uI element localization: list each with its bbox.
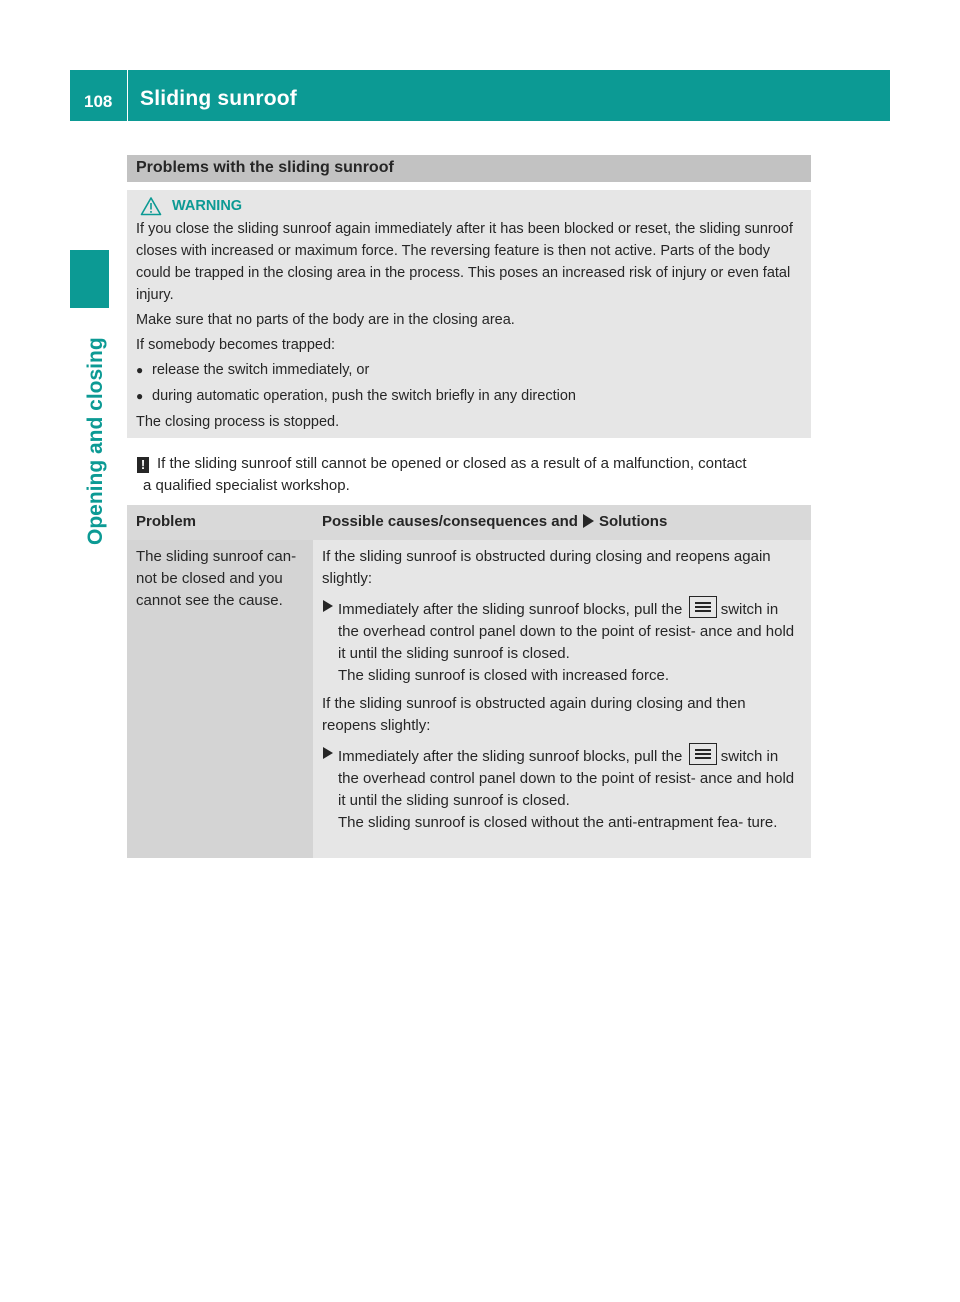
warning-paragraph: If somebody becomes trapped:	[136, 337, 336, 353]
warning-paragraph: Make sure that no parts of the body are in the closing area.	[136, 312, 515, 328]
side-tab	[81, 315, 111, 555]
note	[127, 453, 817, 497]
warning-bullet	[136, 359, 802, 381]
side-tab-marker	[70, 250, 109, 308]
problem-cell: The sliding sunroof can- not be closed and you cannot see the cause.	[127, 540, 313, 858]
arrow-right-icon	[323, 600, 333, 612]
warning-paragraph: If you close the sliding sunroof again immediately after it has been blocked or reset, the sliding sunroof closes with increased or maximum force. The reversing feature is then not active. Parts of the body could be trapped in the closing area in the process. This poses an increased risk of injury or even fatal injury.	[136, 221, 793, 303]
warning-triangle-icon	[140, 196, 162, 216]
bullet-icon: ●	[136, 389, 144, 403]
page-number: 108	[84, 92, 113, 111]
side-tab-label: Opening and closing	[84, 337, 107, 545]
step-text: Immediately after the sliding sunroof blocks, pull the	[338, 748, 683, 765]
note-line: a qualified specialist workshop.	[143, 477, 350, 494]
chapter-title: Sliding sunroof	[140, 87, 297, 110]
header-divider	[127, 70, 128, 121]
sunroof-switch-icon	[689, 596, 717, 618]
solution-step	[322, 743, 802, 834]
bullet-text: release the switch immediately, or	[152, 362, 370, 378]
solution-step	[322, 596, 802, 687]
cause-text: If the sliding sunroof is obstructed again during closing and then reopens slightly:	[322, 695, 746, 734]
note-line: If the sliding sunroof still cannot be opened or closed as a result of a malfunction, contact	[157, 455, 747, 472]
sunroof-switch-icon	[689, 743, 717, 765]
warning-bullet	[136, 385, 802, 407]
table-row	[127, 540, 811, 858]
step-text: switch in the overhead control panel down to the point of resist- ance and hold it until the sliding sunroof is closed.	[338, 601, 795, 662]
step-result: The sliding sunroof is closed without the anti-entrapment fea- ture.	[338, 814, 778, 831]
arrow-right-icon	[323, 747, 333, 759]
warning-paragraph: The closing process is stopped.	[136, 414, 340, 430]
arrow-right-icon	[583, 514, 594, 528]
warning-box	[127, 190, 811, 438]
warning-label: WARNING	[172, 198, 243, 214]
column-header-solutions-text: Solutions	[598, 513, 668, 530]
column-header-problem: Problem	[136, 513, 197, 530]
step-text: Immediately after the sliding sunroof blocks, pull the	[338, 601, 683, 618]
bullet-icon: ●	[136, 363, 144, 377]
cause-text: If the sliding sunroof is obstructed during closing and reopens again slightly:	[322, 548, 771, 587]
causes-cell	[313, 540, 811, 858]
exclamation-icon: !	[137, 457, 149, 473]
table-header	[127, 505, 811, 540]
step-result: The sliding sunroof is closed with increased force.	[338, 667, 669, 684]
step-text: switch in the overhead control panel down to the point of resist- ance and hold it until the sliding sunroof is closed.	[338, 748, 795, 809]
warning-header	[136, 194, 802, 218]
column-header-causes	[313, 505, 811, 540]
page-header	[70, 70, 890, 121]
bullet-text: during automatic operation, push the switch briefly in any direction	[152, 388, 576, 404]
troubleshooting-table	[127, 505, 811, 858]
section-heading: Problems with the sliding sunroof	[127, 155, 811, 182]
column-header-causes-text: Possible causes/consequences and	[322, 513, 578, 530]
